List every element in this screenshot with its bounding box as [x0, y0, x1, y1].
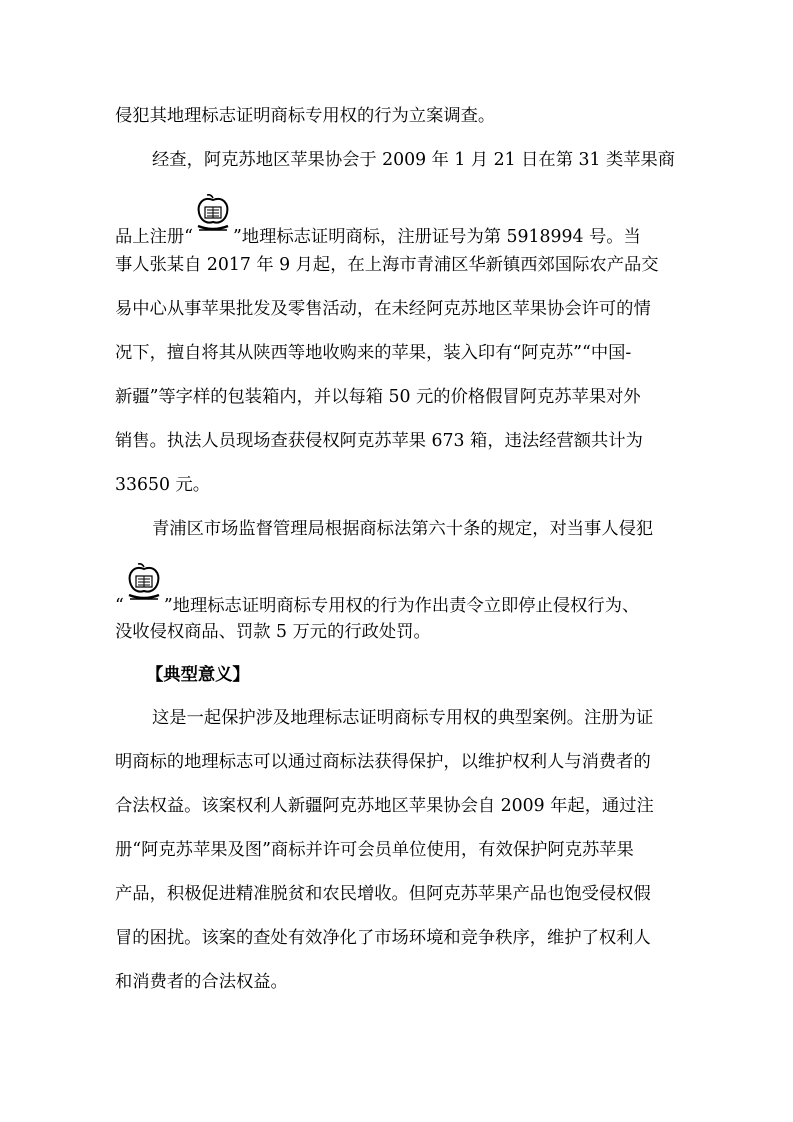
- section-heading: 【典型意义】: [146, 665, 250, 685]
- text-segment: “: [115, 596, 124, 616]
- text-line: 产品，积极促进精准脱贫和农民增收。但阿克苏苹果产品也饱受侵权假: [115, 884, 651, 904]
- text-line: 这是一起保护涉及地理标志证明商标专用权的典型案例。注册为证: [152, 708, 654, 728]
- text-line: 青浦区市场监督管理局根据商标法第六十条的规定，对当事人侵犯: [152, 519, 654, 539]
- text-segment: ”地理标志证明商标，注册证号为第 5918994 号。当: [232, 227, 641, 247]
- text-line: 明商标的地理标志可以通过商标法获得保护，以维护权利人与消费者的: [115, 752, 651, 772]
- aksu-apple-trademark-icon: [126, 579, 162, 619]
- text-line: 销售。执法人员现场查获侵权阿克苏苹果 673 箱，违法经营额共计为: [115, 431, 643, 451]
- text-segment: ”地理标志证明商标专用权的行为作出责令立即停止侵权行为、: [163, 596, 640, 616]
- text-line: 侵犯其地理标志证明商标专用权的行为立案调查。: [115, 106, 496, 126]
- text-line: 经查，阿克苏地区苹果协会于 2009 年 1 月 21 日在第 31 类苹果商: [152, 150, 676, 170]
- text-line: 合法权益。该案权利人新疆阿克苏地区苹果协会自 2009 年起，通过注: [115, 796, 654, 816]
- text-line: 易中心从事苹果批发及零售活动，在未经阿克苏地区苹果协会许可的情: [115, 299, 651, 319]
- text-line: 新疆”等字样的包装箱内，并以每箱 50 元的价格假冒阿克苏苹果对外: [115, 387, 641, 407]
- text-line: 33650 元。: [115, 475, 211, 495]
- text-line: 没收侵权商品、罚款 5 万元的行政处罚。: [115, 622, 431, 642]
- text-line: 冒的困扰。该案的查处有效净化了市场环境和竞争秩序，维护了权利人: [115, 928, 651, 948]
- text-line: 况下，擅自将其从陕西等地收购来的苹果，装入印有“阿克苏”“中国-: [115, 343, 632, 363]
- text-line: 和消费者的合法权益。: [115, 972, 288, 992]
- text-line-with-logo: [115, 210, 641, 250]
- aksu-apple-trademark-icon: [195, 210, 231, 250]
- text-line-with-logo: [115, 579, 639, 619]
- text-line: 事人张某自 2017 年 9 月起，在上海市青浦区华新镇西郊国际农产品交: [115, 255, 659, 275]
- text-line: 册“阿克苏苹果及图”商标并许可会员单位使用，有效保护阿克苏苹果: [115, 840, 634, 860]
- text-segment: 品上注册“: [115, 227, 193, 247]
